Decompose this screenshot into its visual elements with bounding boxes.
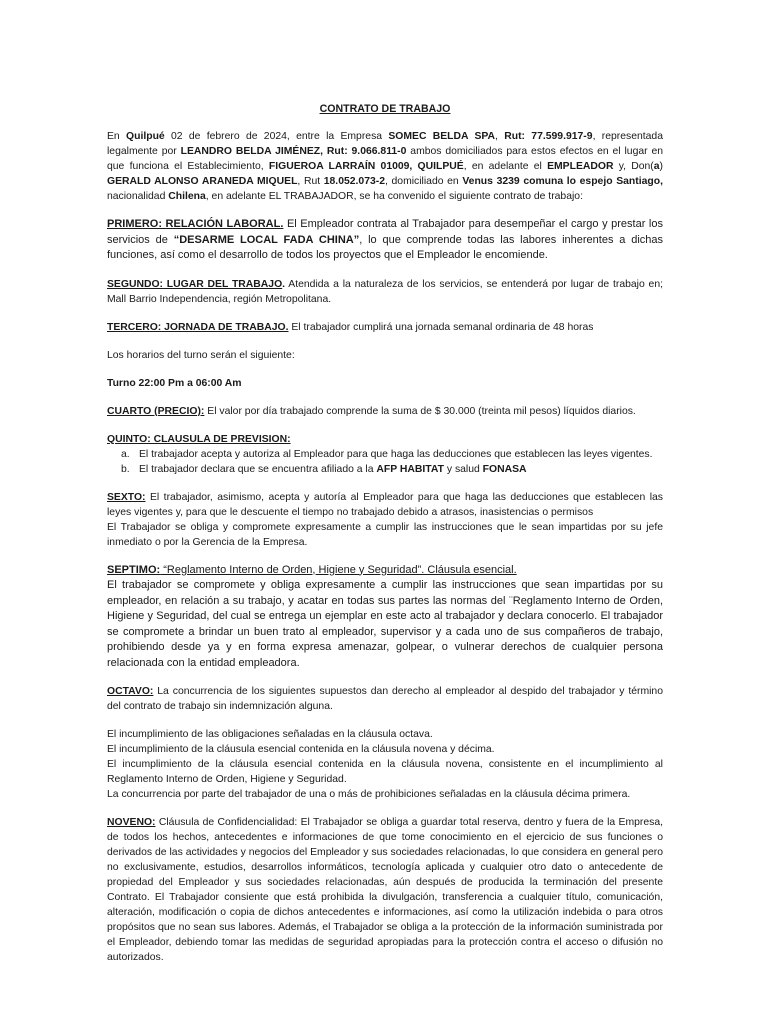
- clause-text: El trabajador, asimismo, acepta y autoría al Empleador para que haga las deducciones que establecen las leyes vigentes y, para que le descuente el tiempo no trabajado debido a atrasos, inasistencias o permisos: [107, 491, 663, 518]
- intro-text: ,: [495, 131, 505, 142]
- octavo-list: [107, 727, 663, 802]
- sexto-second-paragraph: El Trabajador se obliga y compromete expresamente a cumplir las instrucciones que le sean impartidas por su jefe inmediato o por la Gerencia de la Empresa.: [107, 521, 663, 548]
- intro-text: , representada legalmente por: [107, 131, 663, 157]
- list-item-text: El trabajador acepta y autoriza al Empleador para que haga las deducciones que establecen las leyes vigentes.: [139, 448, 653, 460]
- clause-heading: SEGUNDO: LUGAR DEL TRABAJO: [107, 278, 283, 290]
- clause-heading: QUINTO: CLAUSULA DE PREVISION:: [107, 433, 291, 445]
- intro-text: , en adelante EL TRABAJADOR, se ha convenido el siguiente contrato de trabajo:: [205, 191, 583, 202]
- clause-noveno: [107, 815, 663, 965]
- clause-primero: [107, 217, 663, 264]
- shift-hours: Turno 22:00 Pm a 06:00 Am: [107, 377, 242, 389]
- company-name: SOMEC BELDA SPA: [388, 131, 496, 142]
- intro-text: ): [659, 161, 664, 172]
- clause-text: El valor por día trabajado comprende la suma de $ 30.000 (treinta mil pesos) líquidos diarios.: [204, 405, 636, 417]
- worker-rut: 18.052.073-2: [323, 176, 385, 187]
- job-role: “DESARME LOCAL FADA CHINA”: [173, 233, 360, 246]
- list-item: El incumplimiento de las obligaciones señaladas en la cláusula octava.: [107, 729, 433, 740]
- clause-text: Cláusula de Confidencialidad: El Trabajador se obliga a guardar total reserva, dentro y fuera de la Empresa, de todos los hechos, antecedentes e informaciones de que tome conocimiento en el ejercicio de sus funciones o derivados de las actividades y negocios del Empleador y sus sociedades relacionadas, lo que considera en general pero no exclusivamente, estudios, desarrollos informáticos, tecnología aplicada y cualquier otro dato o antecedente de propiedad del Empleador y sus sociedades relacionadas, aún después de producida la terminación del presente Contrato. El Trabajador consiente que está prohibida la divulgación, transferencia a cualquier título, comunicación, alteración, modificación o copia de dichos antecedentes e informaciones, así como la utilización indebida o para otros propósitos que no sean sus labores. Además, el Trabajador se obliga a la protección de la información suministrada por el Empleador, debiendo tomar las medidas de seguridad apropiadas para la protección contra el acceso o difusión no autorizados.: [107, 817, 663, 963]
- clause-text: El trabajador cumplirá una jornada semanal ordinaria de 48 horas: [288, 321, 594, 333]
- clause-heading: SEPTIMO:: [107, 563, 161, 576]
- intro-text: , domiciliado en: [385, 176, 463, 187]
- clause-cuarto: [107, 404, 663, 419]
- clause-heading: NOVENO:: [107, 817, 156, 828]
- clause-heading: TERCERO: JORNADA DE TRABAJO.: [107, 321, 289, 333]
- clause-heading: OCTAVO:: [107, 686, 154, 697]
- clause-heading: SEXTO:: [107, 491, 146, 503]
- intro-paragraph: [107, 129, 663, 204]
- list-item-text: y salud: [443, 463, 483, 475]
- intro-text: , en adelante el: [463, 161, 548, 172]
- intro-city: Quilpué: [126, 131, 165, 142]
- list-marker: a.: [121, 448, 130, 460]
- clause-octavo: [107, 684, 663, 714]
- septimo-text: El trabajador se compromete y obliga expresamente a cumplir las instrucciones que sean impartidas por su empleador, en relación a su trabajo, y acatar en todas sus partes las normas del ¨Reglamento Interno de Orden, Higiene y Seguridad, del cual se entrega un ejemplar en este acto al trabajador y declara conocerlo. El trabajador se compromete a brindar un buen trato al empleador, supervisor y a cada uno de sus compañeros de trabajo, prohibiendo desde ya y en forma expresa amenazar, golpear, o vulnerar derechos de cualquier persona relacionada con la entidad empleadora.: [107, 579, 663, 669]
- clause-text: La concurrencia de los siguientes supuestos dan derecho al empleador al despido del trabajador y término del contrato de trabajo sin indemnización alguna.: [107, 686, 663, 712]
- list-item: El incumplimiento de la cláusula esencial contenida en la cláusula novena, consistente en el incumplimiento al Reglamento Interno de Orden, Higiene y Seguridad.: [107, 759, 663, 785]
- schedule-intro: Los horarios del turno serán el siguiente:: [107, 349, 295, 361]
- list-item-text: El trabajador declara que se encuentra afiliado a la: [139, 463, 377, 475]
- contract-title: CONTRATO DE TRABAJO: [319, 103, 451, 115]
- intro-text: nacionalidad: [107, 191, 169, 202]
- clause-sexto: [107, 490, 663, 520]
- health-system: FONASA: [482, 463, 527, 475]
- clause-text: Atendida a la naturaleza de los servicios, se entenderá por lugar de trabajo en; Mall Barrio Independencia, región Metropolitana.: [107, 278, 663, 305]
- intro-text: a: [653, 161, 660, 172]
- list-marker: b.: [121, 463, 130, 475]
- intro-text: En: [107, 131, 127, 142]
- contract-document: [107, 102, 663, 965]
- clause-text: El Empleador contrata al Trabajador para desempeñar el cargo y prestar los servicios de: [107, 218, 663, 246]
- worker-nationality: Chilena: [168, 191, 206, 202]
- intro-text: ambos domiciliados para estos efectos en el lugar en que funciona el Establecimiento,: [107, 146, 664, 172]
- clause-segundo: [107, 277, 663, 307]
- intro-text: , Rut: [297, 176, 324, 187]
- shift-schedule: [107, 376, 663, 391]
- intro-text: 02 de febrero de 2024, entre la Empresa: [164, 131, 389, 142]
- list-item: [121, 462, 663, 477]
- quinto-list: [107, 447, 663, 477]
- legal-representative: LEANDRO BELDA JIMÉNEZ, Rut: 9.066.811-0: [180, 146, 407, 157]
- clause-tercero: [107, 320, 663, 335]
- clause-septimo: [107, 563, 663, 579]
- clause-quinto: [107, 432, 663, 447]
- clause-heading-dot: .: [282, 278, 286, 290]
- list-item: [121, 447, 663, 462]
- clause-heading: PRIMERO: RELACIÓN LABORAL.: [107, 218, 284, 230]
- company-address: FIGUEROA LARRAÍN 01009, QUILPUÉ: [268, 161, 464, 172]
- clause-subheading: “Reglamento Interno de Orden, Higiene y Seguridad”. Cláusula esencial.: [160, 563, 517, 576]
- list-item: El incumplimiento de la cláusula esencial contenida en la cláusula novena y décima.: [107, 744, 495, 755]
- clause-heading: CUARTO (PRECIO):: [107, 405, 205, 417]
- employer-label: EMPLEADOR: [547, 161, 614, 172]
- clause-text: , lo que comprende todas las labores inherentes a dichas funciones, así como el desarrollo de todos los proyectos que el Empleador le encomiende.: [107, 233, 664, 261]
- list-item: La concurrencia por parte del trabajador de una o más de prohibiciones señaladas en la cláusula décima primera.: [107, 789, 631, 800]
- company-rut: Rut: 77.599.917-9: [504, 131, 593, 142]
- worker-name: GERALD ALONSO ARANEDA MIQUEL: [107, 176, 298, 187]
- intro-text: y, Don(: [613, 161, 654, 172]
- afp-name: AFP HABITAT: [376, 463, 444, 475]
- worker-address: Venus 3239 comuna lo espejo Santiago,: [462, 176, 663, 187]
